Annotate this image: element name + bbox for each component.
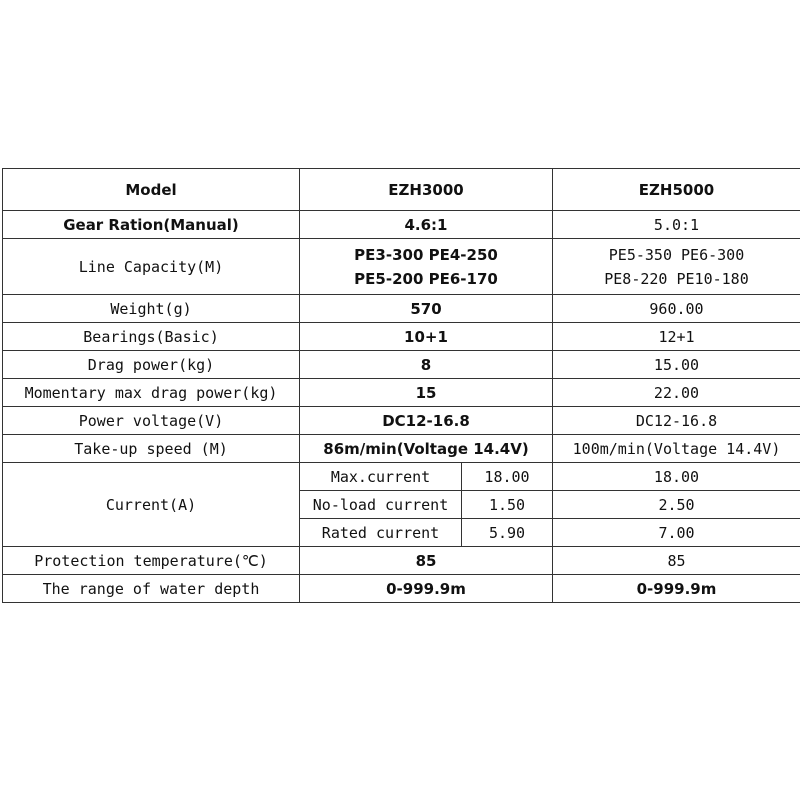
row-value-ezh5000: 15.00 [553,351,800,379]
row-value-ezh3000: 85 [300,547,553,575]
row-value-ezh5000: 22.00 [553,379,800,407]
row-value-ezh5000 [553,239,800,295]
table-row-gear [3,211,800,239]
current-value-ezh5000: 2.50 [553,491,800,519]
table-row-weight [3,295,800,323]
row-value-ezh5000: 960.00 [553,295,800,323]
spec-table [2,168,800,603]
row-value-ezh5000: 12+1 [553,323,800,351]
table-row-bearings [3,323,800,351]
table-row-line-capacity [3,239,800,295]
table-row-drag-power [3,351,800,379]
row-value-ezh3000: 10+1 [300,323,553,351]
current-value-ezh3000: 5.90 [462,519,553,547]
row-value-ezh3000: 0-999.9m [300,575,553,603]
row-value-ezh5000: 5.0:1 [553,211,800,239]
line-capacity-line-2: PE5-200 PE6-170 [354,269,498,288]
row-label: Take-up speed (M) [3,435,300,463]
header-model-ezh3000: EZH3000 [300,169,553,211]
line-capacity-line-1: PE5-350 PE6-300 [608,245,745,264]
table-row-takeup-speed [3,435,800,463]
row-label: Gear Ration(Manual) [3,211,300,239]
current-label: Current(A) [3,463,300,547]
current-value-ezh5000: 18.00 [553,463,800,491]
table-row-current-max [3,463,800,491]
row-value-ezh3000: 8 [300,351,553,379]
current-sublabel: No-load current [300,491,462,519]
header-model-ezh5000: EZH5000 [553,169,800,211]
row-value-ezh3000: 4.6:1 [300,211,553,239]
table-row-water-depth [3,575,800,603]
row-value-ezh3000: 570 [300,295,553,323]
row-value-ezh3000: 86m/min(Voltage 14.4V) [300,435,553,463]
row-value-ezh3000 [300,239,553,295]
row-value-ezh5000: 0-999.9m [553,575,800,603]
row-value-ezh5000: DC12-16.8 [553,407,800,435]
row-label: Momentary max drag power(kg) [3,379,300,407]
current-value-ezh5000: 7.00 [553,519,800,547]
table-row-protection-temp [3,547,800,575]
current-value-ezh3000: 18.00 [462,463,553,491]
row-value-ezh3000: DC12-16.8 [300,407,553,435]
table-row-voltage [3,407,800,435]
row-label: Power voltage(V) [3,407,300,435]
row-label: Drag power(kg) [3,351,300,379]
row-value-ezh5000: 85 [553,547,800,575]
table-row-header [3,169,800,211]
table-row-max-drag [3,379,800,407]
row-label: Bearings(Basic) [3,323,300,351]
row-label: Line Capacity(M) [3,239,300,295]
current-value-ezh3000: 1.50 [462,491,553,519]
row-value-ezh5000: 100m/min(Voltage 14.4V) [553,435,800,463]
current-sublabel: Rated current [300,519,462,547]
row-label: Protection temperature(℃) [3,547,300,575]
row-label: Weight(g) [3,295,300,323]
row-value-ezh3000: 15 [300,379,553,407]
row-label: The range of water depth [3,575,300,603]
header-model-label: Model [3,169,300,211]
line-capacity-line-1: PE3-300 PE4-250 [354,245,498,264]
current-sublabel: Max.current [300,463,462,491]
line-capacity-line-2: PE8-220 PE10-180 [604,269,749,288]
